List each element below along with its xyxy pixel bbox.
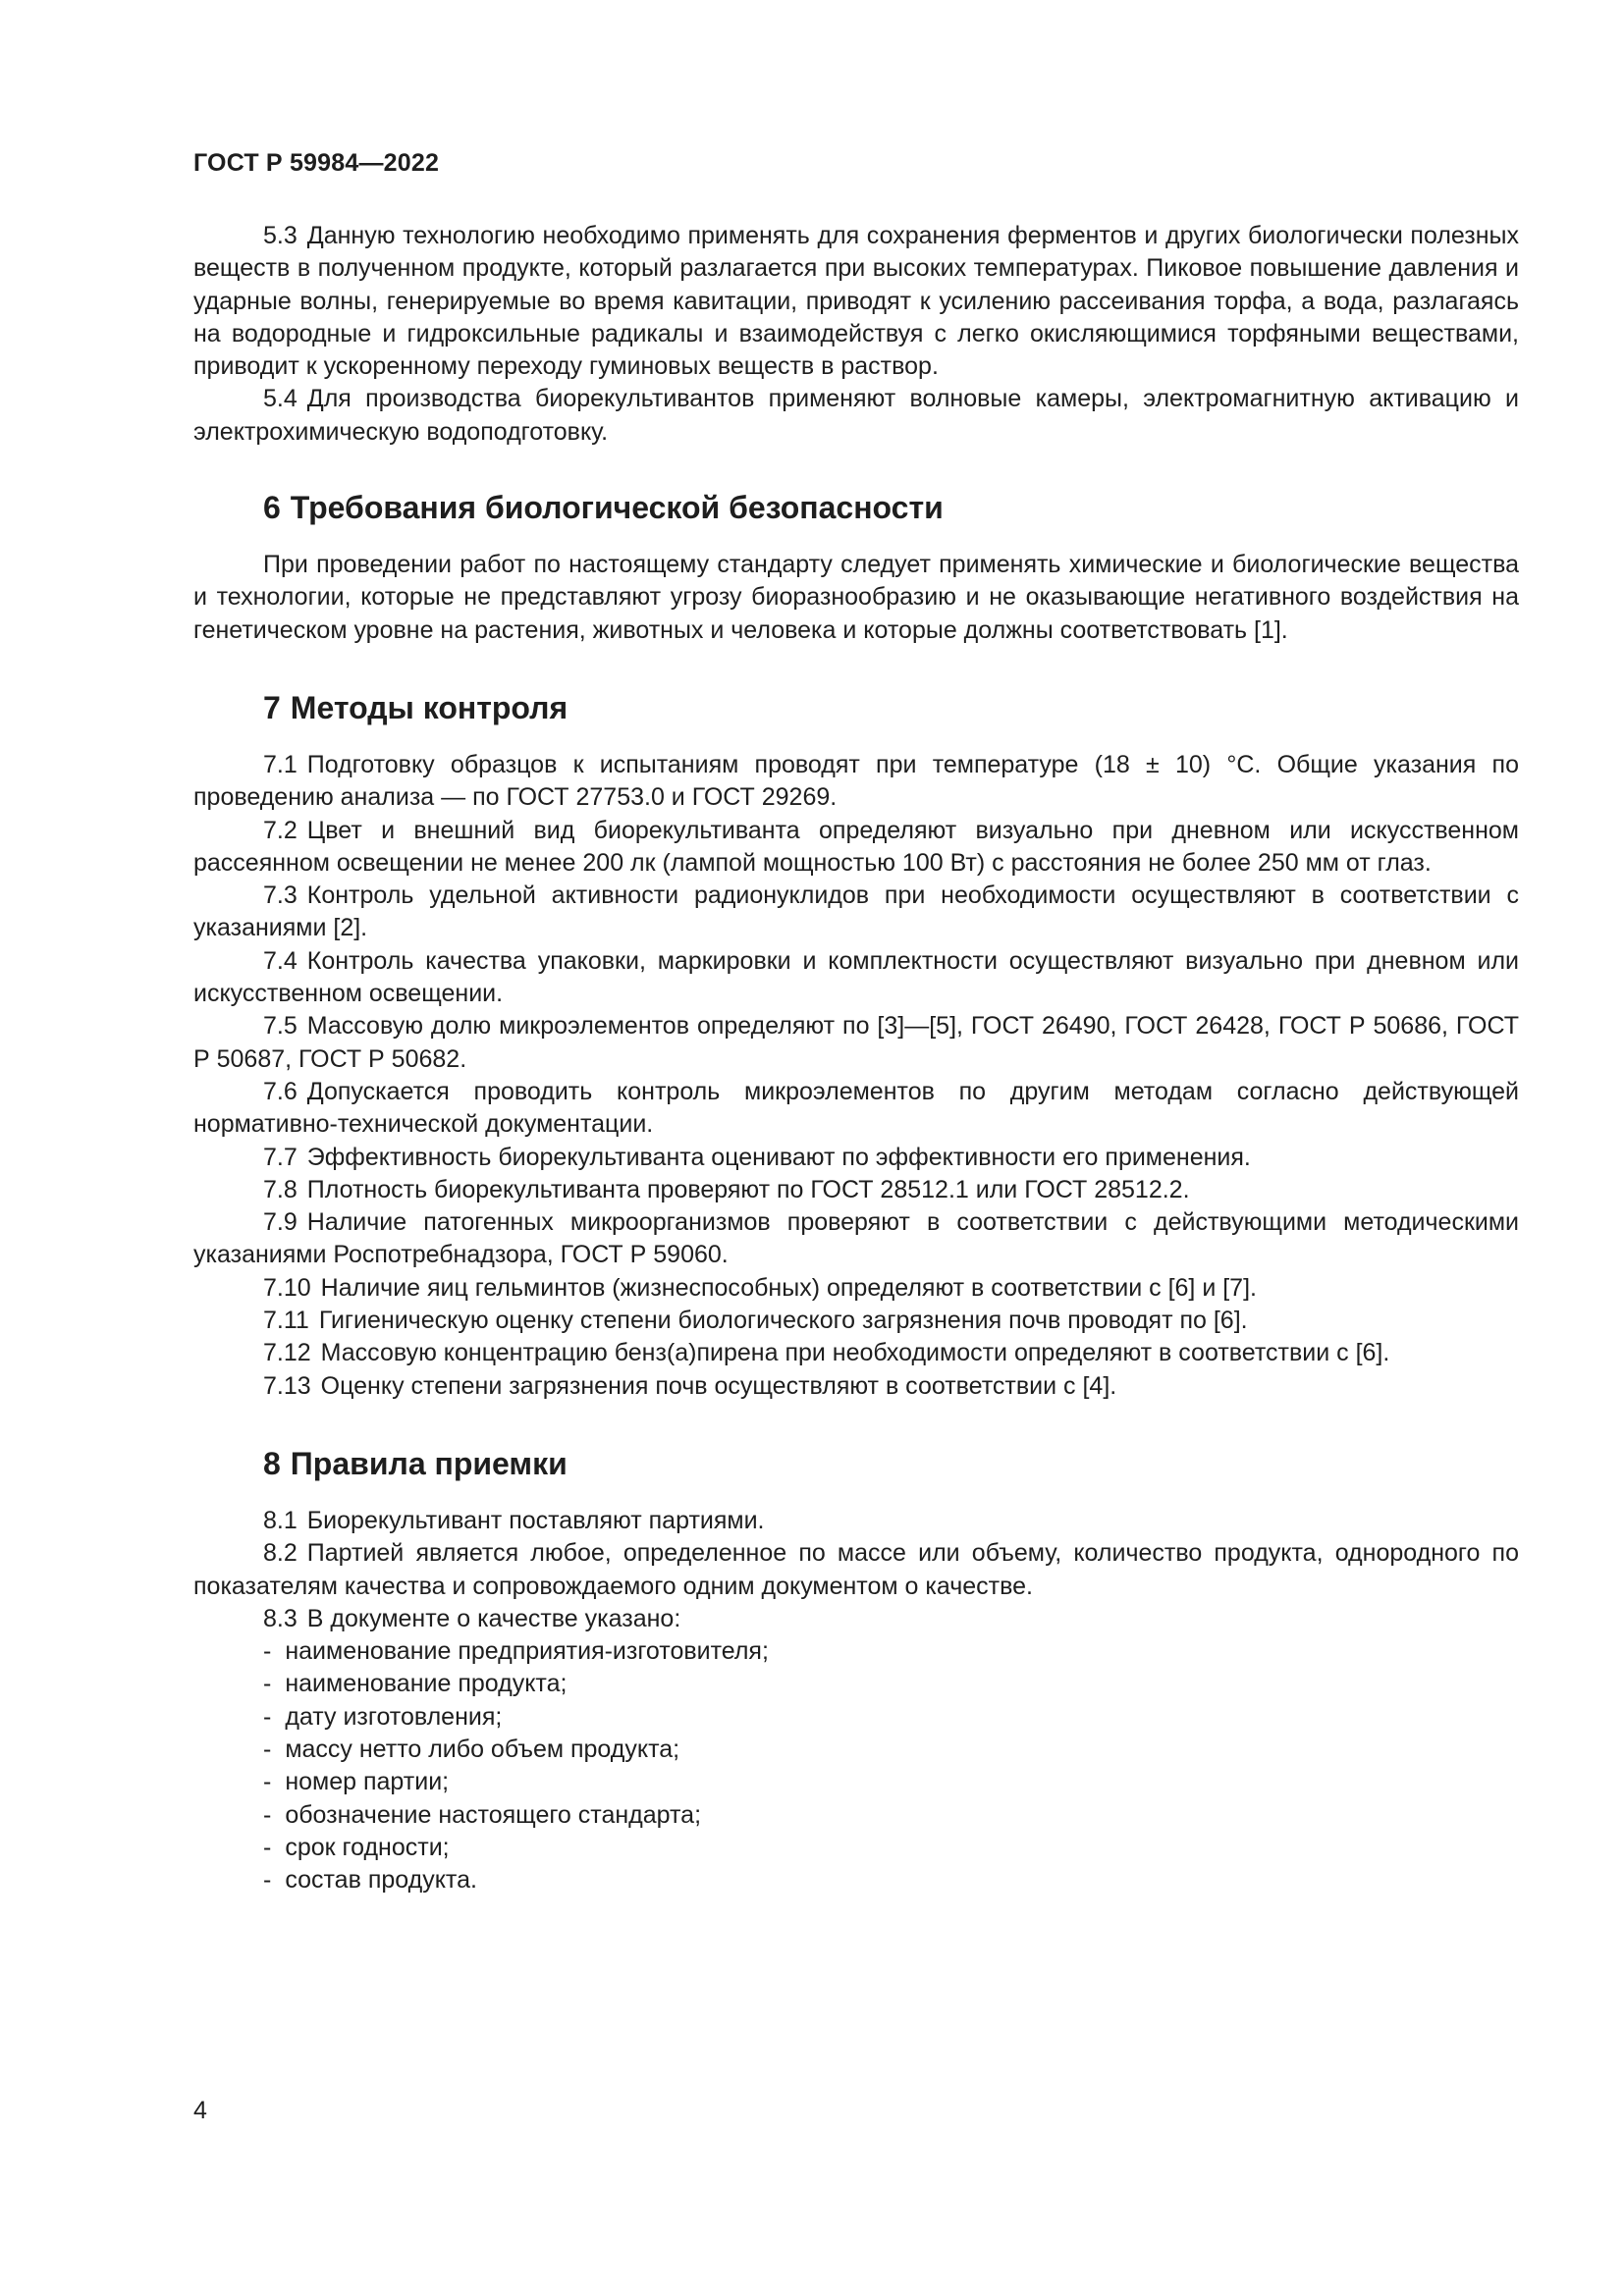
clause-text: Оценку степени загрязнения почв осуществляют в соответствии с [4]. bbox=[320, 1371, 1117, 1400]
list-marker: - bbox=[263, 1833, 272, 1861]
list-marker: - bbox=[263, 1637, 272, 1666]
clause-number: 7.1 bbox=[263, 750, 298, 778]
section-8-clauses bbox=[193, 1505, 1519, 1635]
clause-number: 5.4 bbox=[263, 385, 298, 413]
clause-number: 7.7 bbox=[263, 1143, 298, 1171]
clause-text: Контроль качества упаковки, маркировки и комплектности осуществляют визуально при дневном или искусственном освещении. bbox=[193, 946, 1519, 1008]
list-item bbox=[193, 1701, 1519, 1734]
clause-paragraph bbox=[193, 1010, 1519, 1076]
quality-document-list bbox=[193, 1635, 1519, 1896]
clause-text: Эффективность биорекультиванта оценивают по эффективности его применения. bbox=[306, 1143, 1251, 1171]
section-title: Методы контроля bbox=[290, 689, 568, 725]
section-number: 6 bbox=[263, 490, 281, 526]
paragraph-6: При проведении работ по настоящему стандарту следует применять химические и биологические вещества и технологии, которые не представляют угрозу биоразнообразию и не оказывающие негативного воздействия на генетическом уровне на растения, животных и человека и которые должны соответствовать [1]. bbox=[193, 551, 1519, 644]
clause-number: 7.5 bbox=[263, 1012, 298, 1041]
clause-paragraph bbox=[193, 1337, 1519, 1369]
clause-text: Наличие патогенных микроорганизмов проверяют в соответствии с действующими методическими указаниями Роспотребнадзора, ГОСТ Р 59060. bbox=[193, 1208, 1519, 1269]
clause-number: 5.3 bbox=[263, 222, 298, 249]
clause-paragraph bbox=[193, 815, 1519, 881]
list-item-text: обозначение настоящего стандарта; bbox=[285, 1800, 702, 1829]
list-marker: - bbox=[263, 1735, 272, 1763]
list-item-text: наименование предприятия-изготовителя; bbox=[285, 1637, 769, 1666]
clause-paragraph bbox=[193, 1206, 1519, 1272]
list-marker: - bbox=[263, 1702, 272, 1731]
clause-number: 7.8 bbox=[263, 1175, 298, 1203]
clause-number: 7.3 bbox=[263, 881, 298, 910]
clause-paragraph bbox=[193, 1505, 1519, 1537]
clause-text: Контроль удельной активности радионуклидов при необходимости осуществляют в соответствии с указаниями [2]. bbox=[193, 881, 1519, 942]
clause-text: Массовую концентрацию бенз(а)пирена при необходимости определяют в соответствии с [6]. bbox=[320, 1339, 1390, 1367]
paragraph-5-4 bbox=[193, 383, 1519, 449]
list-item-text: состав продукта. bbox=[285, 1866, 477, 1895]
clause-paragraph bbox=[193, 1603, 1519, 1635]
list-marker: - bbox=[263, 1866, 272, 1895]
list-item-text: срок годности; bbox=[285, 1833, 450, 1861]
list-item bbox=[193, 1734, 1519, 1766]
clause-text: Плотность биорекультиванта проверяют по ГОСТ 28512.1 или ГОСТ 28512.2. bbox=[306, 1175, 1190, 1203]
list-marker: - bbox=[263, 1800, 272, 1829]
list-marker: - bbox=[263, 1670, 272, 1698]
clause-number: 7.10 bbox=[263, 1273, 311, 1302]
clause-text: Подготовку образцов к испытаниям проводят при температуре (18 ± 10) °С. Общие указания по проведению анализа — по ГОСТ 27753.0 и ГОСТ 29269. bbox=[193, 750, 1519, 812]
clause-paragraph bbox=[193, 1537, 1519, 1603]
clause-paragraph bbox=[193, 880, 1519, 945]
list-item bbox=[193, 1766, 1519, 1798]
list-marker: - bbox=[263, 1768, 272, 1796]
clause-text: Цвет и внешний вид биорекультиванта определяют визуально при дневном или искусственном рассеянном освещении не менее 200 лк (лампой мощностью 100 Вт) с расстояния не более 250 мм от глаз. bbox=[193, 816, 1519, 877]
clause-paragraph bbox=[193, 1272, 1519, 1305]
list-item-text: массу нетто либо объем продукта; bbox=[285, 1735, 680, 1763]
clause-text: Гигиеническую оценку степени биологического загрязнения почв проводят по [6]. bbox=[318, 1307, 1248, 1335]
list-item bbox=[193, 1864, 1519, 1896]
list-item bbox=[193, 1668, 1519, 1700]
list-item-text: наименование продукта; bbox=[285, 1670, 568, 1698]
section-heading-7 bbox=[193, 688, 1519, 727]
clause-text: Партией является любое, определенное по массе или объему, количество продукта, однородного по показателям качества и сопровождаемого одним документом о качестве. bbox=[193, 1539, 1519, 1600]
clause-paragraph bbox=[193, 749, 1519, 815]
clause-number: 8.1 bbox=[263, 1506, 298, 1534]
clause-number: 7.12 bbox=[263, 1339, 311, 1367]
clause-text: Допускается проводить контроль микроэлементов по другим методам согласно действующей нормативно-технической документации. bbox=[193, 1077, 1519, 1139]
clause-paragraph bbox=[193, 1142, 1519, 1174]
section-title: Правила приемки bbox=[290, 1445, 568, 1481]
section-heading-6 bbox=[193, 488, 1519, 527]
clause-paragraph bbox=[193, 1076, 1519, 1142]
list-item-text: номер партии; bbox=[285, 1768, 450, 1796]
section-number: 7 bbox=[263, 689, 281, 725]
list-item bbox=[193, 1635, 1519, 1668]
clause-paragraph bbox=[193, 1305, 1519, 1337]
clause-number: 7.13 bbox=[263, 1371, 311, 1400]
clause-number: 7.2 bbox=[263, 816, 298, 844]
document-code-header: ГОСТ Р 59984—2022 bbox=[193, 149, 440, 177]
clause-text: В документе о качестве указано: bbox=[306, 1604, 681, 1632]
clause-number: 7.4 bbox=[263, 946, 298, 975]
clause-text: Биорекультивант поставляют партиями. bbox=[306, 1506, 765, 1534]
section-heading-8 bbox=[193, 1444, 1519, 1483]
clause-paragraph bbox=[193, 1370, 1519, 1403]
document-body bbox=[193, 220, 1519, 1896]
section-7-clauses bbox=[193, 749, 1519, 1403]
list-item bbox=[193, 1799, 1519, 1832]
clause-number: 8.2 bbox=[263, 1539, 298, 1568]
clause-number: 8.3 bbox=[263, 1604, 298, 1632]
clause-text: Данную технологию необходимо применять для сохранения ферментов и других биологически полезных веществ в полученном продукте, который разлагается при высоких температурах. Пиковое повышение давления и ударные волны, генерируемые во время кавитации, приводят к усилению рассеивания торфа, а вода, разлагаясь на водородные и гидроксильные радикалы и взаимодействуя с легко окисляющимися торфяными веществами, приводит к ускоренному переходу гуминовых веществ в раствор. bbox=[193, 222, 1519, 381]
clause-number: 7.9 bbox=[263, 1208, 298, 1237]
paragraph-5-3 bbox=[193, 220, 1519, 383]
clause-text: Наличие яиц гельминтов (жизнеспособных) определяют в соответствии с [6] и [7]. bbox=[320, 1273, 1257, 1302]
list-item bbox=[193, 1832, 1519, 1864]
list-item-text: дату изготовления; bbox=[285, 1702, 503, 1731]
clause-text: Для производства биорекультивантов применяют волновые камеры, электромагнитную активацию и электрохимическую водоподготовку. bbox=[193, 385, 1519, 446]
section-number: 8 bbox=[263, 1445, 281, 1481]
clause-paragraph bbox=[193, 1174, 1519, 1206]
clause-paragraph bbox=[193, 945, 1519, 1011]
clause-number: 7.6 bbox=[263, 1077, 298, 1105]
page-number: 4 bbox=[193, 2097, 207, 2124]
section-title: Требования биологической безопасности bbox=[290, 490, 944, 526]
clause-text: Массовую долю микроэлементов определяют по [3]—[5], ГОСТ 26490, ГОСТ 26428, ГОСТ Р 50686, ГОСТ Р 50687, ГОСТ Р 50682. bbox=[193, 1012, 1519, 1073]
clause-number: 7.11 bbox=[263, 1307, 309, 1335]
